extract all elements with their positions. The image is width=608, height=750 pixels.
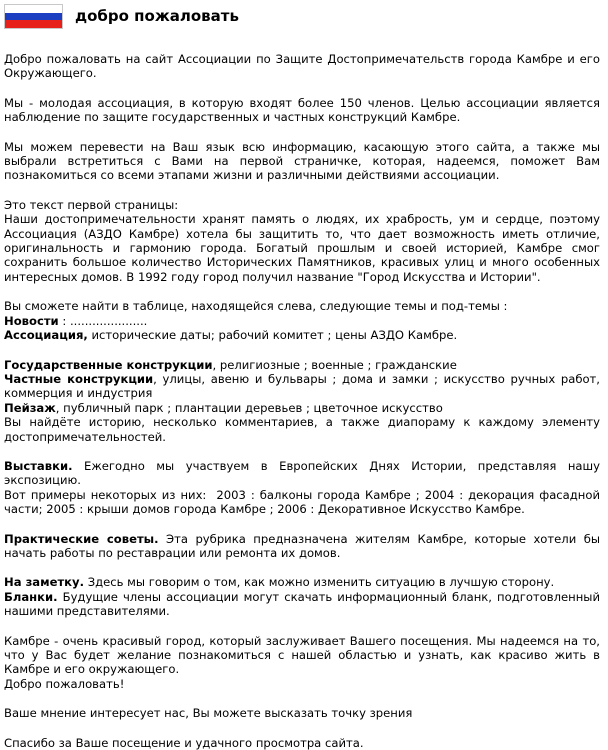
notes-label: На заметку. [4, 575, 85, 590]
notes-forms-block [4, 575, 600, 618]
main-content [4, 52, 600, 750]
thanks-text: Спасибо за Ваше посещение и удачного просмотра сайта. [4, 735, 364, 750]
association-text: исторические даты; рабочий комитет ; цены АЗДО Камбре. [87, 328, 458, 343]
flag-red-band [5, 20, 62, 28]
notes-text: Здесь мы говорим о том, как можно изменить ситуацию в лучшую сторону. [84, 575, 555, 590]
association-label: Ассоциация, [4, 328, 88, 343]
gov-constructions-text: , религиозные ; военные ; гражданские [212, 357, 457, 372]
tips-label: Практические советы. [4, 531, 159, 546]
opinion-text: Ваше мнение интересует нас, Вы можете высказать точку зрения [4, 706, 413, 721]
forms-label: Бланки. [4, 589, 58, 604]
tips-block [4, 532, 600, 561]
flag-blue-band [5, 13, 62, 21]
landscape-label: Пейзаж [4, 400, 56, 415]
intro-paragraph: Добро пожаловать на сайт Ассоциации по Защите Достопримечательств города Камбре и его Окружающего. [4, 52, 600, 81]
landscape-note: Вы найдёте историю, несколько комментариев, а также диапораму к каждому элементу достопримечательностей. [4, 415, 600, 444]
private-constructions-label: Частные конструкции [4, 371, 154, 386]
private-constructions-text: , улицы, авеню и бульвары ; дома и замки ; искусство ручных работ, коммерция и индустрия [4, 371, 600, 401]
news-text: : ..................... [58, 313, 148, 328]
flag-white-band [5, 5, 62, 13]
exhibitions-examples: Вот примеры некоторых из них: [4, 487, 207, 502]
exhibitions-label: Выставки. [4, 458, 73, 473]
first-page-heading: Это текст первой страницы: [4, 197, 179, 212]
exhibitions-text: Ежегодно мы участвуем в Европейских Днях Истории, представляя нашу экспозицию. [4, 458, 600, 488]
topics-intro: Вы сможете найти в таблице, находящейся слева, следующие темы и под-темы : [4, 299, 508, 314]
association-paragraph: Мы - молодая ассоциация, в которую входят более 150 членов. Целью ассоциации является наблюдение по защите государственных и частных конструкций Камбре. [4, 95, 600, 125]
tips-text: Эта рубрика предназначена жителям Камбре, которые хотели бы начать работы по реставрации или ремонта их домов. [4, 531, 600, 560]
news-label: Новости [4, 313, 59, 328]
landscape-text: , публичный парк ; плантации деревьев ; цветочное искусство [55, 400, 443, 415]
closing-text: Камбре - очень красивый город, который заслуживает Вашего посещения. Мы надеемся на то, что у Вас будет желание познакомиться с нашей областью и узнать, как красиво жить в Камбре и его окружающего. [4, 633, 600, 677]
exhibitions-list: 2003 : балконы города Камбре ; 2004 : декорация фасадной части; 2005 : крыши домов города Камбре ; 2006 : Декоративное Искусство Камбре. [4, 487, 600, 517]
closing-block [4, 634, 600, 692]
exhibitions-block [4, 459, 600, 517]
russian-flag-icon[interactable] [4, 4, 63, 29]
gov-constructions-label: Государственные конструкции [4, 357, 213, 372]
first-page-body: Наши достопримечательности хранят память о людях, их храбрость, ум и сердце, поэтому Ассоциация (АЗДО Камбре) хотела бы защитить то, что дает возможность иметь отличие, оригинальность и гармонию города. Богатый прошлым и своей историей, Камбре смог сохранить большое количество Исторических Памятников, красивых улиц и много особенных интересных домов. В 1992 году город получил название "Город Искусства и Истории". [4, 212, 600, 284]
topics-block [4, 299, 600, 342]
page-header [4, 4, 604, 32]
forms-text: Будущие члены ассоциации могут скачать информационный бланк, подготовленный нашими представителями. [4, 589, 600, 619]
welcome-text: Добро пожаловать! [4, 676, 125, 691]
translation-paragraph: Мы можем перевести на Ваш язык всю информацию, касающую этого сайта, а также мы выбрали встретиться с Вами на первой страничке, которая, надеемся, поможет Вам познакомиться со всеми этапами жизни и различными действиями ассоциации. [4, 139, 600, 183]
first-page-text [4, 198, 600, 284]
page-title: добро пожаловать [75, 7, 239, 25]
constructions-block [4, 358, 600, 444]
